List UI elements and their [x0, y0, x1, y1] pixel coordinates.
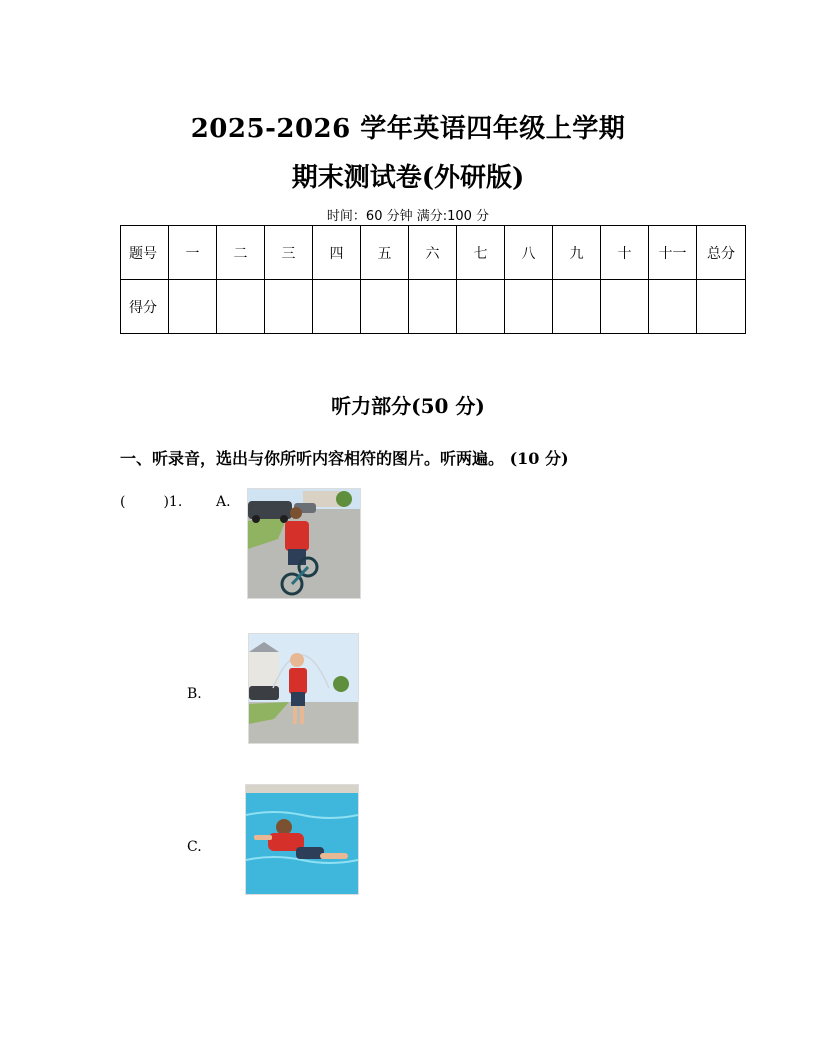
- exam-title: 2025-2026 学年英语四年级上学期: [190, 114, 626, 144]
- score-cell[interactable]: [697, 280, 746, 334]
- score-cell[interactable]: [553, 280, 601, 334]
- score-table-col: 总分: [697, 226, 746, 280]
- score-cell[interactable]: [649, 280, 697, 334]
- score-cell[interactable]: [265, 280, 313, 334]
- section-title: 听力部分(50 分): [331, 394, 485, 418]
- score-cell[interactable]: [169, 280, 217, 334]
- option-b-image: [248, 633, 359, 744]
- score-cell[interactable]: [601, 280, 649, 334]
- boy-riding-bicycle-icon: [248, 489, 360, 598]
- option-c-image: [245, 784, 359, 895]
- score-cell[interactable]: [361, 280, 409, 334]
- question-heading: 一、听录音，选出与你所听内容相符的图片。听两遍。 (10 分): [120, 449, 569, 468]
- score-cell[interactable]: [217, 280, 265, 334]
- exam-subtitle: 期末测试卷(外研版): [291, 163, 525, 193]
- score-cell[interactable]: [409, 280, 457, 334]
- score-cell[interactable]: [505, 280, 553, 334]
- score-table-col: 五: [361, 226, 409, 280]
- option-a-image: [247, 488, 361, 599]
- score-cell[interactable]: [313, 280, 361, 334]
- option-b-letter: B.: [187, 686, 202, 702]
- score-table-col: 一: [169, 226, 217, 280]
- score-table-col: 十一: [649, 226, 697, 280]
- score-table-col: 六: [409, 226, 457, 280]
- score-table-col: 九: [553, 226, 601, 280]
- score-cell[interactable]: [457, 280, 505, 334]
- option-a-letter: A.: [216, 494, 231, 510]
- score-table-header-row: [121, 226, 746, 280]
- score-table: [120, 225, 746, 334]
- score-table-score-row: [121, 280, 746, 334]
- score-table-col: 二: [217, 226, 265, 280]
- question-label: )1.: [163, 494, 183, 510]
- boy-jumping-rope-icon: [249, 634, 358, 743]
- option-c-letter: C.: [187, 839, 202, 855]
- boy-swimming-icon: [246, 785, 358, 894]
- question-number: [120, 494, 182, 510]
- score-table-col: 四: [313, 226, 361, 280]
- score-table-col: 十: [601, 226, 649, 280]
- answer-open-paren: (: [120, 494, 126, 510]
- exam-meta: 时间：60 分钟 满分:100 分: [326, 209, 490, 224]
- score-table-col: 七: [457, 226, 505, 280]
- score-table-row-label: 得分: [121, 280, 169, 334]
- score-table-col: 八: [505, 226, 553, 280]
- score-table-col: 三: [265, 226, 313, 280]
- score-table-row-label: 题号: [121, 226, 169, 280]
